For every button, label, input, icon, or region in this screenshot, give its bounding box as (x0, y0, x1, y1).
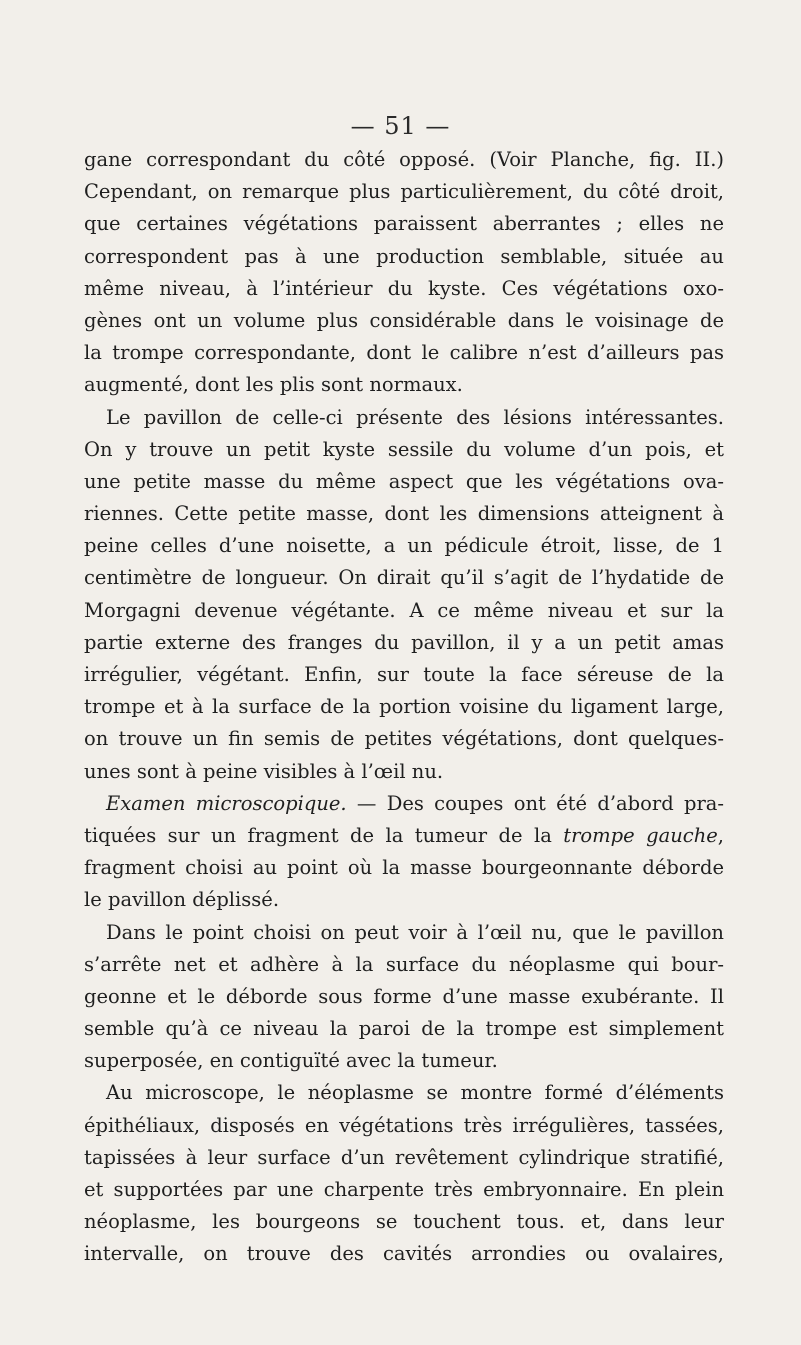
text-line: gane correspondant du côté opposé. (Voir Planche, fig. II.) (84, 148, 724, 171)
text-line: superposée, en contiguïté avec la tumeur. (84, 1049, 498, 1073)
text-line: partie externe des franges du pavillon, il y a un petit amas (84, 630, 724, 654)
text-line: le pavillon déplissé. (84, 888, 280, 912)
text-line: on trouve un fin semis de petites végétations, dont quelques- (84, 727, 724, 751)
text-line: épithéliaux, disposés en végétations très irrégulières, tassées, (84, 1113, 724, 1137)
text-line: gènes ont un volume plus considérable dans le voisinage de (84, 308, 724, 332)
section-heading-line (84, 788, 724, 820)
text-line: Le pavillon de celle-ci présente des lésions intéressantes. (106, 405, 724, 429)
text-span: — Des coupes ont été d’abord pra- (346, 791, 724, 815)
text-line: trompe et à la surface de la portion voisine du ligament large, (84, 695, 724, 719)
text-line: augmenté, dont les plis sont normaux. (84, 373, 463, 397)
text-line: riennes. Cette petite masse, dont les dimensions atteignent à (84, 502, 724, 526)
text-line: geonne et le déborde sous forme d’une masse exubérante. Il (84, 984, 724, 1008)
italic-span: trompe gauche (563, 823, 718, 847)
text-line: centimètre de longueur. On dirait qu’il s’agit de l’hydatide de (84, 566, 724, 590)
text-line: et supportées par une charpente très embryonnaire. En plein (84, 1178, 724, 1201)
text-line (84, 820, 724, 852)
text-line: Cependant, on remarque plus particulièrement, du côté droit, (84, 180, 724, 204)
text-line: unes sont à peine visibles à l’œil nu. (84, 759, 444, 783)
text-line: fragment choisi au point où la masse bourgeonnante déborde (84, 856, 724, 880)
text-line: irrégulier, végétant. Enfin, sur toute la face séreuse de la (84, 663, 724, 686)
text-line: semble qu’à ce niveau la paroi de la trompe est simplement (84, 1017, 724, 1041)
text-line: même niveau, à l’intérieur du kyste. Ces végétations oxo- (84, 276, 724, 300)
text-line: correspondent pas à une production semblable, située au (84, 244, 724, 268)
text-line: néoplasme, les bourgeons se touchent tous. et, dans leur (84, 1210, 724, 1234)
text-span: , (717, 823, 724, 847)
text-line: peine celles d’une noisette, a un pédicule étroit, lisse, de 1 (84, 534, 724, 558)
text-line: On y trouve un petit kyste sessile du volume d’un pois, et (84, 437, 724, 461)
text-line: la trompe correspondante, dont le calibre n’est d’ailleurs pas (84, 341, 724, 365)
text-line: Morgagni devenue végétante. A ce même niveau et sur la (84, 598, 724, 622)
section-heading: Examen microscopique. (106, 791, 347, 815)
body-text (84, 144, 724, 1271)
text-line: intervalle, on trouve des cavités arrondies ou ovalaires, (84, 1242, 724, 1266)
page-number: — 51 — (350, 112, 451, 140)
text-line: que certaines végétations paraissent aberrantes ; elles ne (84, 212, 724, 236)
text-line: Au microscope, le néoplasme se montre formé d’éléments (106, 1081, 724, 1105)
text-line: s’arrête net et adhère à la surface du néoplasme qui bour- (84, 952, 724, 976)
text-line: Dans le point choisi on peut voir à l’œil nu, que le pavillon (106, 920, 724, 944)
text-line: tapissées à leur surface d’un revêtement cylindrique stratifié, (84, 1145, 724, 1169)
text-line: une petite masse du même aspect que les végétations ova- (84, 469, 724, 493)
text-span: tiquées sur un fragment de la tumeur de la (84, 823, 564, 847)
